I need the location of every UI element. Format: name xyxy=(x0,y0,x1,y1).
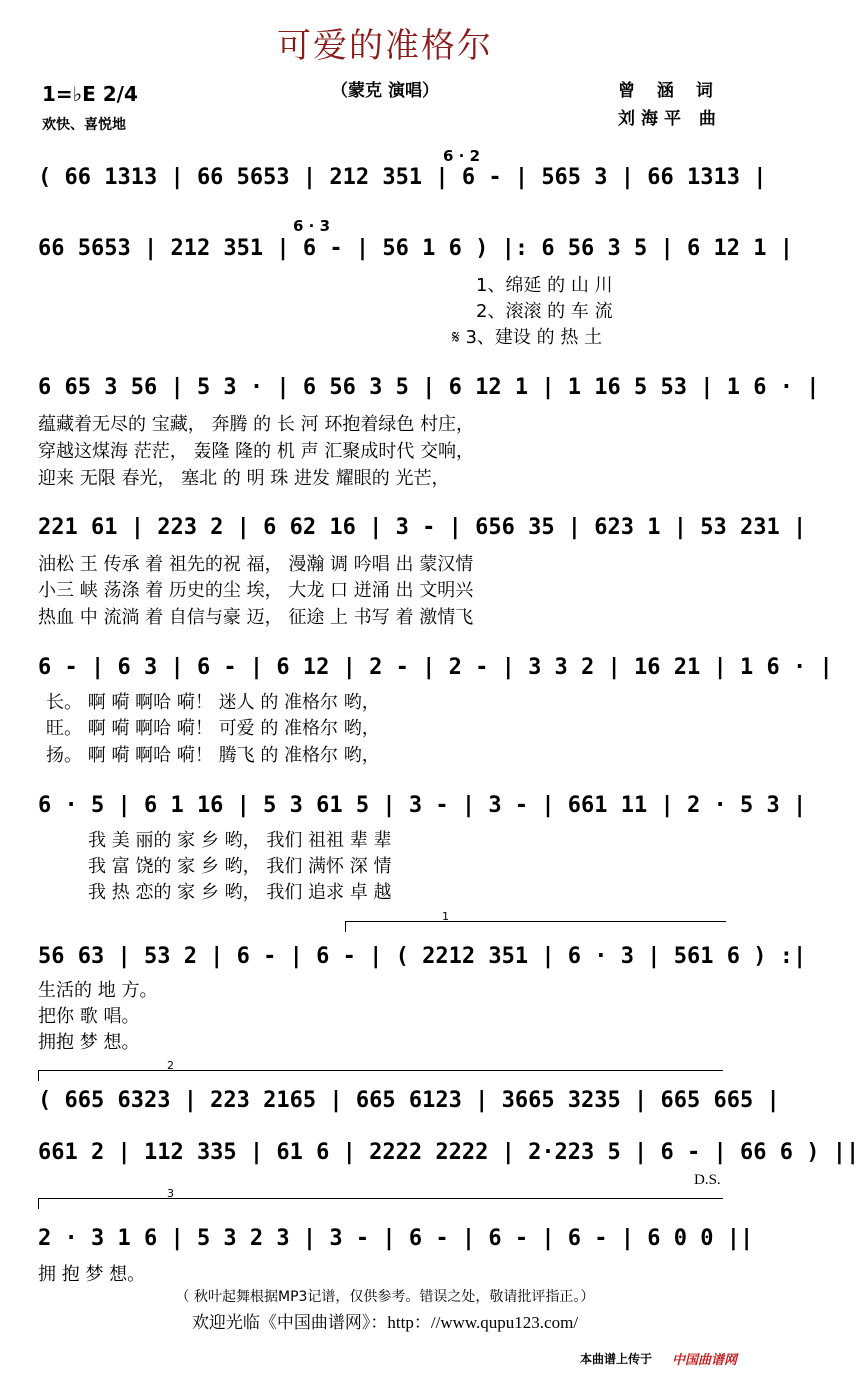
lyric-line: 我 热 恋的 家 乡 哟， 我们 追求 卓 越 xyxy=(88,882,392,903)
lyricist-credit: 曾 涵 词 xyxy=(618,81,721,101)
chord-mark: 6 · 3 xyxy=(293,217,331,235)
lyric-line: 迎来 无限 春光， 塞北 的 明 珠 进发 耀眼的 光芒， xyxy=(38,468,450,489)
transcription-note: （ 秋叶起舞根据MP3记谱，仅供参考。错误之处，敬请批评指正。） xyxy=(175,1289,595,1305)
volta-label: 2 xyxy=(167,1059,174,1072)
song-title: 可爱的准格尔 xyxy=(277,26,493,66)
score-line: 56 63 | 53 2 | 6 - | 6 - | ( 2212 351 | 6 · 3 | 561 6 ) :| xyxy=(38,944,807,969)
lyric-line: 我 富 饶的 家 乡 哟， 我们 满怀 深 情 xyxy=(88,856,392,877)
score-line: ( 665 6323 | 223 2165 | 665 6123 | 3665 3235 | 665 665 | xyxy=(38,1088,780,1113)
lyric-line: 穿越这煤海 茫茫， 轰隆 隆的 机 声 汇聚成时代 交响， xyxy=(38,441,475,462)
singer-credit: （蒙克 演唱） xyxy=(331,81,439,101)
volta-bracket xyxy=(38,1187,723,1209)
score-line: 661 2 | 112 335 | 61 6 | 2222 2222 | 2·223 5 | 6 - | 66 6 ) || xyxy=(38,1140,859,1165)
chord-mark: 6 · 2 xyxy=(443,147,481,165)
lyric-line: 小三 峡 荡涤 着 历史的尘 埃， 大龙 口 迸涌 出 文明兴 xyxy=(38,580,474,601)
lyric-line: 长。 啊 嗬 啊哈 嗬！ 迷人 的 准格尔 哟， xyxy=(46,692,380,713)
volta-bracket xyxy=(38,1059,723,1081)
tempo-marking: 欢快、喜悦地 xyxy=(42,117,126,133)
volta-label: 1 xyxy=(442,910,449,923)
lyric-line: 蕴藏着无尽的 宝藏， 奔腾 的 长 河 环抱着绿色 村庄， xyxy=(38,414,475,435)
site-logo: 中国曲谱网 xyxy=(672,1353,738,1368)
lyric-line: 拥抱 梦 想。 xyxy=(38,1032,140,1053)
score-line: 6 · 5 | 6 1 16 | 5 3 61 5 | 3 - | 3 - | 661 11 | 2 · 5 3 | xyxy=(38,793,807,818)
upload-label: 本曲谱上传于 xyxy=(580,1352,653,1366)
key-signature: 1=♭E 2/4 xyxy=(42,82,138,106)
lyric-line: 扬。 啊 嗬 啊哈 嗬！ 腾飞 的 准格尔 哟， xyxy=(46,745,380,766)
score-line: 6 65 3 56 | 5 3 · | 6 56 3 5 | 6 12 1 | 1 16 5 53 | 1 6 · | xyxy=(38,375,820,400)
volta-bracket xyxy=(345,910,726,932)
lyric-line: 油松 王 传承 着 祖先的祝 福， 漫瀚 调 吟唱 出 蒙汉情 xyxy=(38,554,474,575)
lyric-line: 拥 抱 梦 想。 xyxy=(38,1264,146,1285)
lyric-line: 热血 中 流淌 着 自信与豪 迈， 征途 上 书写 着 激情飞 xyxy=(38,607,474,628)
score-line: 66 5653 | 212 351 | 6 - | 56 1 6 ) |: 6 56 3 5 | 6 12 1 | xyxy=(38,236,793,261)
score-line: ( 66 1313 | 66 5653 | 212 351 | 6 - | 565 3 | 66 1313 | xyxy=(38,165,767,190)
volta-label: 3 xyxy=(167,1187,174,1200)
score-line: 6 - | 6 3 | 6 - | 6 12 | 2 - | 2 - | 3 3 2 | 16 21 | 1 6 · | xyxy=(38,655,833,680)
score-line: 221 61 | 223 2 | 6 62 16 | 3 - | 656 35 | 623 1 | 53 231 | xyxy=(38,515,807,540)
lyric-line: 把你 歌 唱。 xyxy=(38,1006,140,1027)
lyric-line: 1、绵延 的 山 川 xyxy=(476,275,613,296)
composer-credit: 刘海平 曲 xyxy=(618,109,722,129)
lyric-line: 生活的 地 方。 xyxy=(38,980,158,1001)
welcome-line: 欢迎光临《中国曲谱网》：http：//www.qupu123.com/ xyxy=(191,1313,579,1332)
lyric-line: 2、滚滚 的 车 流 xyxy=(476,301,613,322)
lyric-line: 𝄋 3、建设 的 热 土 xyxy=(452,327,603,348)
score-line: 2 · 3 1 6 | 5 3 2 3 | 3 - | 6 - | 6 - | 6 - | 6 0 0 || xyxy=(38,1226,754,1251)
lyric-line: 我 美 丽的 家 乡 哟， 我们 祖祖 辈 辈 xyxy=(88,830,392,851)
dal-segno-mark: D.S. xyxy=(694,1172,721,1188)
lyric-line: 旺。 啊 嗬 啊哈 嗬！ 可爱 的 准格尔 哟， xyxy=(46,718,380,739)
